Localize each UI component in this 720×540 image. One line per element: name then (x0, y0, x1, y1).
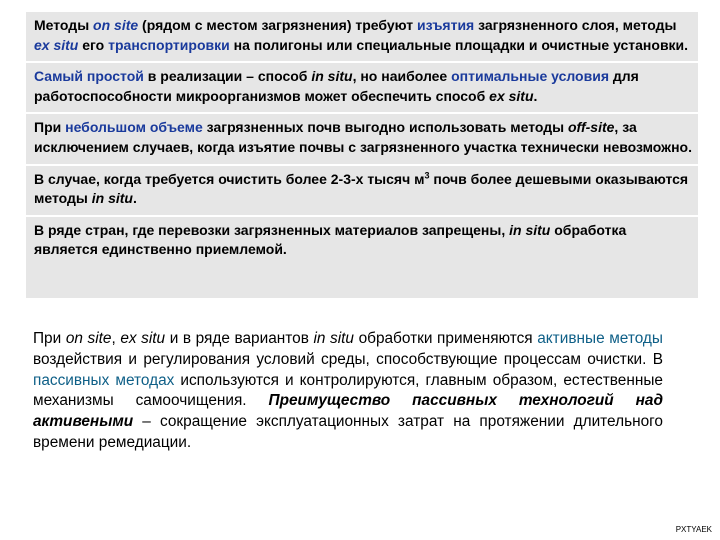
footer-label: PXTYAEK (675, 525, 712, 534)
paragraph-large-volume: В случае, когда требуется очистить более 2-3-х тысяч $м^3$ почв более дешевыми оказываются методы in situ. (26, 164, 698, 215)
paragraph-simplest-method: Самый простой в реализации – способ in situ, но наиболее оптимальные условия для работоспособности микроорганизмов может обеспечить способ ex situ. (26, 61, 698, 112)
shaded-text-panel (26, 12, 698, 298)
paragraph-methods-on-site: Методы on site (рядом с местом загрязнения) требуют изъятия загрязненного слоя, методы ex situ его транспортировки на полигоны или специальные площадки и очистные установки. (34, 17, 689, 53)
paragraph-small-volume: При небольшом объеме загрязненных почв выгодно использовать методы off-site, за исключением случаев, когда изъятие почвы с загрязненного участка технически невозможно. (26, 112, 698, 163)
paragraph-transport-ban: В ряде стран, где перевозки загрязненных материалов запрещены, in situ обработка является единственно приемлемой. (26, 215, 698, 266)
paragraph-active-passive-methods: При on site, ex situ и в ряде вариантов in situ обработки применяются активные методы воздействия и регулирования условий среды, способствующие процессам очистки. В пассивных методах используются и контролируются, главным образом, естественные механизмы самоочищения. Преимущество пассивных технологий над активеными – сокращение эксплуатационных затрат на протяжении длительного времени ремедиации. (33, 330, 663, 451)
